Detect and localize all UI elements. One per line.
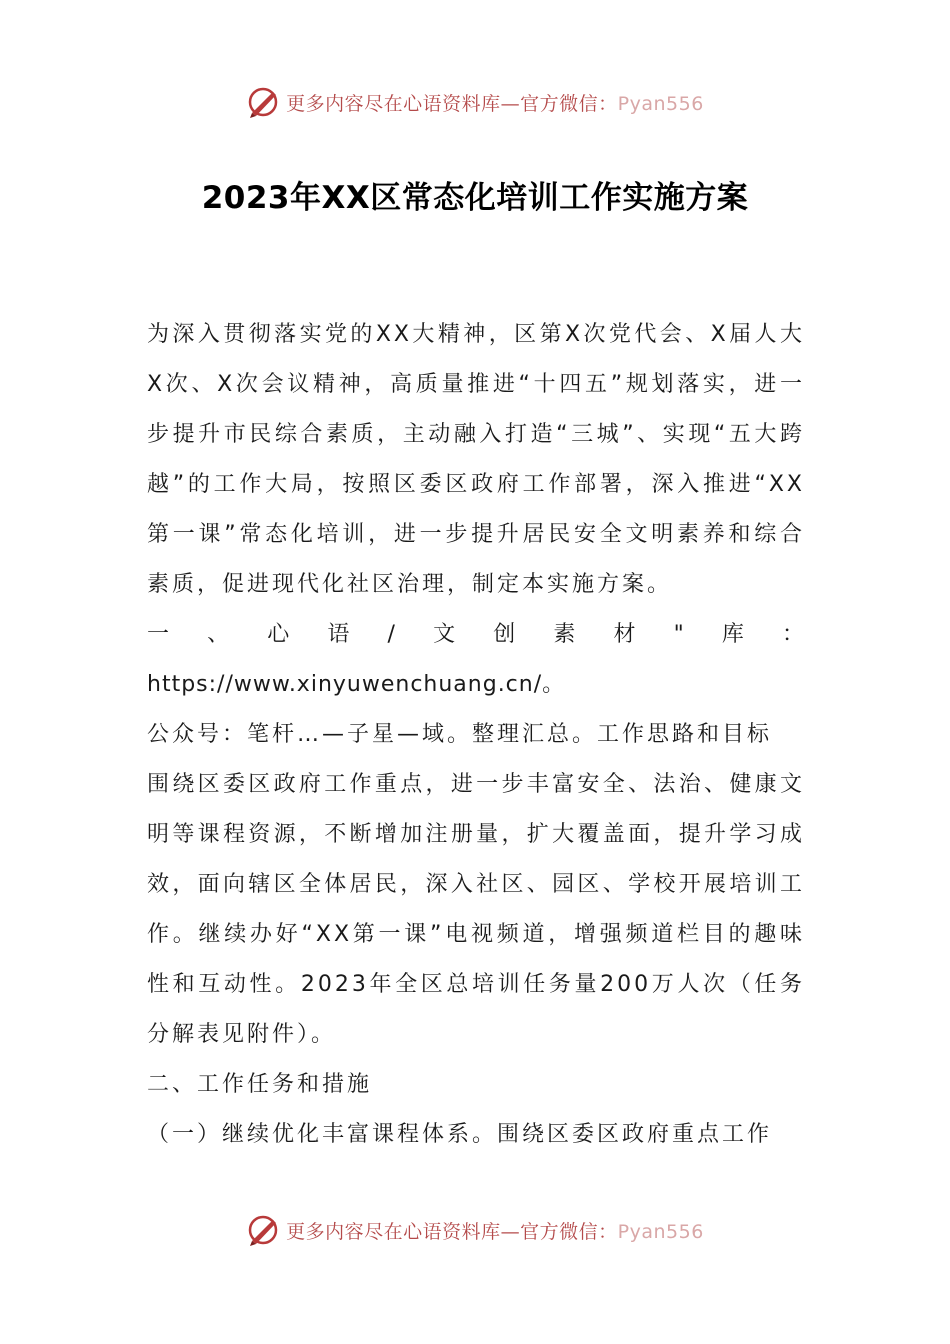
watermark-text: 更多内容尽在心语资料库—官方微信：Pyan556 [286, 1220, 704, 1243]
paragraph-subsection-one: （一）继续优化丰富课程体系。围绕区委区政府重点工作 [147, 1122, 773, 1147]
document-title: 2023年XX区常态化培训工作实施方案 [201, 180, 749, 216]
watermark-wechat-id: Pyan556 [617, 1220, 704, 1243]
paragraph-intro: 为深入贯彻落实党的XX大精神，区第X次党代会、X届人大X次、X次会议精神，高质量推进“十四五”规划落实，进一步提升市民综合素质，主动融入打造“三城”、实现“五大跨越”的工作大局，按照区委区政府工作部署，深入推进“XX第一课”常态化培训，进一步提升居民安全文明素养和综合素质，促进现代化社区治理，制定本实施方案。 [147, 322, 805, 597]
paragraph-section-one-heading: 公众号：笔杆…—子星—域。整理汇总。工作思路和目标 [147, 722, 773, 747]
footer-watermark [0, 1210, 950, 1250]
watermark-wechat-id: Pyan556 [617, 92, 704, 115]
pen-logo-icon [246, 85, 280, 119]
paragraph-goals: 围绕区委区政府工作重点，进一步丰富安全、法治、健康文明等课程资源，不断增加注册量，扩大覆盖面，提升学习成效，面向辖区全体居民，深入社区、园区、学校开展培训工作。继续办好“XX第一课”电视频道，增强频道栏目的趣味性和互动性。2023年全区总培训任务量200万人次（任务分解表见附件）。 [147, 772, 805, 1047]
paragraph-section-two-heading: 二、工作任务和措施 [147, 1072, 373, 1097]
pen-logo-icon [246, 1213, 280, 1247]
paragraph-library-link: 一、心语/文创素材"库：https://www.xinyuwenchuang.cn/。 [147, 622, 805, 697]
document-body [147, 310, 805, 1160]
header-watermark [0, 82, 950, 122]
watermark-text: 更多内容尽在心语资料库—官方微信：Pyan556 [286, 92, 704, 115]
